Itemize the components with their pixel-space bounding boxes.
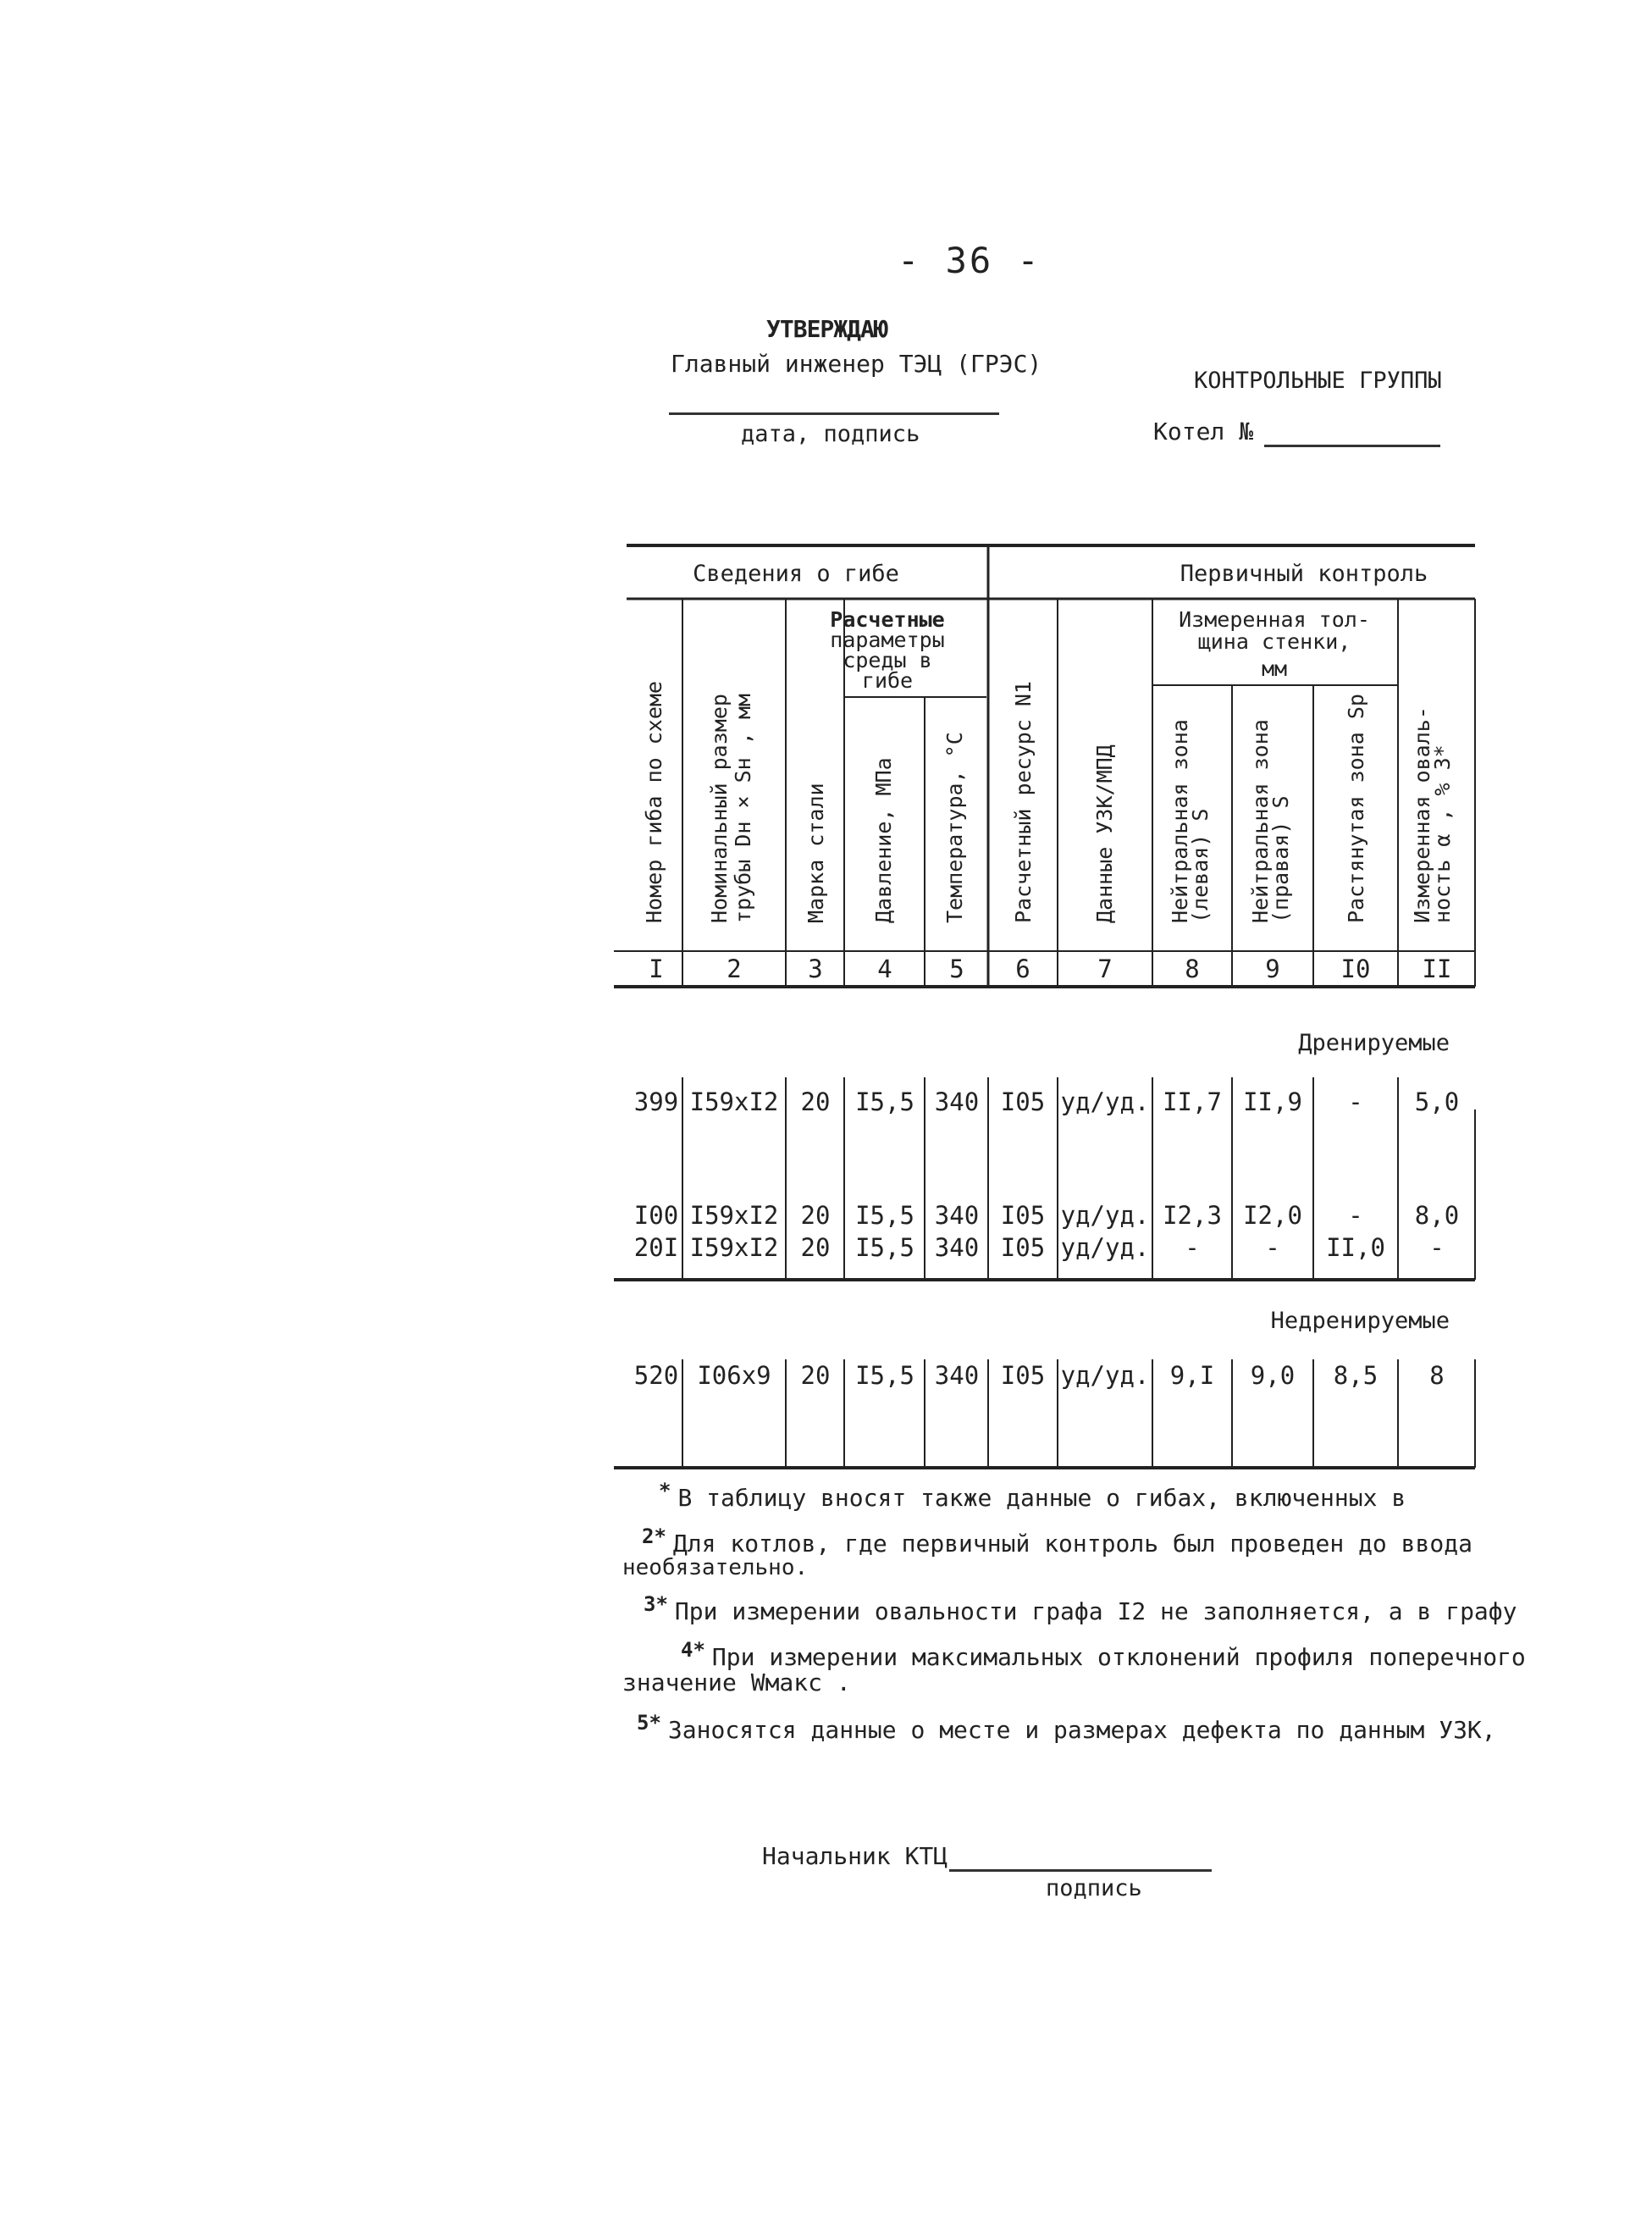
column-number: 7	[1097, 955, 1113, 983]
table-cell: -	[1265, 1233, 1280, 1262]
date-signature-label: дата, подпись	[741, 421, 920, 447]
footnote-mark: 5*	[637, 1711, 661, 1735]
design-params-line2: параметры	[830, 628, 945, 652]
table-cell: 340	[934, 1361, 980, 1390]
footnote-text: Заносятся данные о месте и размерах дефекта по данным УЗК,	[667, 1716, 1496, 1744]
table-cell: I2,3	[1163, 1201, 1222, 1230]
col-label-3: Марка стали	[804, 783, 828, 923]
footnote-2	[642, 1525, 1472, 1558]
table-cell: 5,0	[1414, 1087, 1460, 1116]
column-number: 3	[808, 955, 823, 983]
table-cell: 20	[800, 1087, 831, 1116]
footnote-3	[644, 1592, 1517, 1625]
column-number: 9	[1265, 955, 1280, 983]
table-cell: I5,5	[855, 1201, 914, 1230]
table-cell: I5,5	[855, 1361, 914, 1390]
footnote-text: При измерении овальности графа I2 не заполняется, а в графу	[674, 1597, 1517, 1625]
table-cell: -	[1348, 1087, 1363, 1116]
footnote-5	[637, 1711, 1496, 1744]
table-cell: 399	[633, 1087, 679, 1116]
table-cell: I05	[1000, 1361, 1046, 1390]
column-number: 6	[1015, 955, 1030, 983]
signoff-signature-line	[949, 1869, 1212, 1872]
col-label-8a: Нейтральная зона	[1168, 719, 1192, 923]
table-cell: II,0	[1326, 1233, 1385, 1262]
header-primary-control: Первичный контроль	[1180, 561, 1428, 587]
table-cell: 20	[800, 1361, 831, 1390]
table-cell: I59xI2	[689, 1201, 779, 1230]
wall-thickness-line3: мм	[1261, 656, 1288, 681]
col-label-1: Номер гиба по схеме	[642, 681, 666, 923]
signoff-signature-label: подпись	[1046, 1875, 1142, 1901]
table-cell: уд/уд.	[1060, 1361, 1150, 1390]
design-params-line1: Расчетные	[830, 607, 945, 632]
column-number: II	[1422, 955, 1452, 983]
table-cell: 520	[633, 1361, 679, 1390]
footnote-mark: 4*	[681, 1638, 705, 1662]
column-number: I	[649, 955, 664, 983]
table-cell: уд/уд.	[1060, 1201, 1150, 1230]
col-label-4: Давление, МПа	[871, 757, 896, 923]
table-cell: I5,5	[855, 1233, 914, 1262]
column-number: 8	[1185, 955, 1200, 983]
table-cell: I59xI2	[689, 1233, 779, 1262]
col-label-9a: Нейтральная зона	[1248, 719, 1273, 923]
col-label-10: Растянутая зона Sр	[1344, 694, 1368, 923]
footnote-text: Для котлов, где первичный контроль был проведен до ввода	[672, 1530, 1472, 1558]
table-cell: I2,0	[1243, 1201, 1302, 1230]
table-cell: -	[1429, 1233, 1445, 1262]
footnote-mark: 3*	[644, 1592, 668, 1616]
column-number: I0	[1340, 955, 1371, 983]
boiler-label: Котел №	[1153, 418, 1254, 445]
document-title: КОНТРОЛЬНЫЕ ГРУППЫ	[1194, 368, 1442, 394]
col-label-2b: трубы Dн × Sн , мм	[731, 694, 755, 923]
table-cell: уд/уд.	[1060, 1233, 1150, 1262]
approval-position: Главный инженер ТЭЦ (ГРЭС)	[671, 350, 1042, 378]
footnote-4	[681, 1638, 1526, 1671]
table-cell: 20	[800, 1201, 831, 1230]
col-label-6: Расчетный ресурс N1	[1011, 681, 1036, 923]
wall-thickness-line2: щина стенки,	[1197, 629, 1351, 654]
table-cell: 8,5	[1333, 1361, 1379, 1390]
header-bend-info: Сведения о гибе	[693, 561, 899, 587]
table-cell: 20I	[633, 1233, 679, 1262]
table-cell: II,7	[1163, 1087, 1222, 1116]
footnote-text: При измерении максимальных отклонений профиля поперечного	[711, 1643, 1526, 1671]
table-cell: I00	[633, 1201, 679, 1230]
footnote-text: В таблицу вносят также данные о гибах, включенных в	[677, 1484, 1406, 1512]
table-cell: 9,I	[1169, 1361, 1215, 1390]
table-cell: -	[1185, 1233, 1200, 1262]
footnote-mark: 2*	[642, 1525, 666, 1548]
table-cell: 20	[800, 1233, 831, 1262]
table-cell: -	[1348, 1201, 1363, 1230]
column-number: 4	[877, 955, 892, 983]
footnote-mark: *	[659, 1479, 671, 1502]
approval-heading: УТВЕРЖДАЮ	[766, 315, 887, 343]
signoff-position: Начальник КТЦ	[762, 1842, 948, 1870]
footnote-4-continued: значение Wмакс .	[622, 1668, 851, 1696]
table-cell: 8,0	[1414, 1201, 1460, 1230]
table-cell: 340	[934, 1233, 980, 1262]
table-cell: I05	[1000, 1201, 1046, 1230]
table-cell: 8	[1429, 1361, 1445, 1390]
column-number: 2	[727, 955, 742, 983]
table-cell: 340	[934, 1087, 980, 1116]
page-number: - 36 -	[898, 240, 1041, 281]
design-params-line3: среды в	[843, 648, 932, 672]
design-params-line4: гибе	[861, 668, 914, 693]
col-label-8b: (левая) S	[1188, 808, 1213, 923]
section-label-undrained: Недренируемые	[1270, 1308, 1450, 1334]
column-number: 5	[949, 955, 964, 983]
table-cell: 9,0	[1250, 1361, 1296, 1390]
table-cell: 340	[934, 1201, 980, 1230]
footnote-2-continued: необязательно.	[622, 1555, 809, 1580]
table-cell: I05	[1000, 1087, 1046, 1116]
table-cell: I05	[1000, 1233, 1046, 1262]
col-label-2a: Номинальный размер	[707, 694, 732, 923]
footnote-1	[659, 1479, 1406, 1512]
col-label-9b: (правая) S	[1268, 795, 1293, 923]
table-cell: I5,5	[855, 1087, 914, 1116]
col-label-11b: ность α , % 3*	[1430, 744, 1455, 923]
col-label-5: Температура, °С	[942, 732, 967, 923]
section-label-drained: Дренируемые	[1298, 1030, 1450, 1056]
table-cell: I06x9	[697, 1361, 771, 1390]
wall-thickness-line1: Измеренная тол-	[1179, 607, 1370, 632]
table-cell: I59xI2	[689, 1087, 779, 1116]
table-cell: II,9	[1243, 1087, 1302, 1116]
table-cell: уд/уд.	[1060, 1087, 1150, 1116]
col-label-7: Данные УЗК/МПД	[1092, 744, 1117, 923]
col-label-11a: Измеренная оваль-	[1410, 706, 1434, 923]
